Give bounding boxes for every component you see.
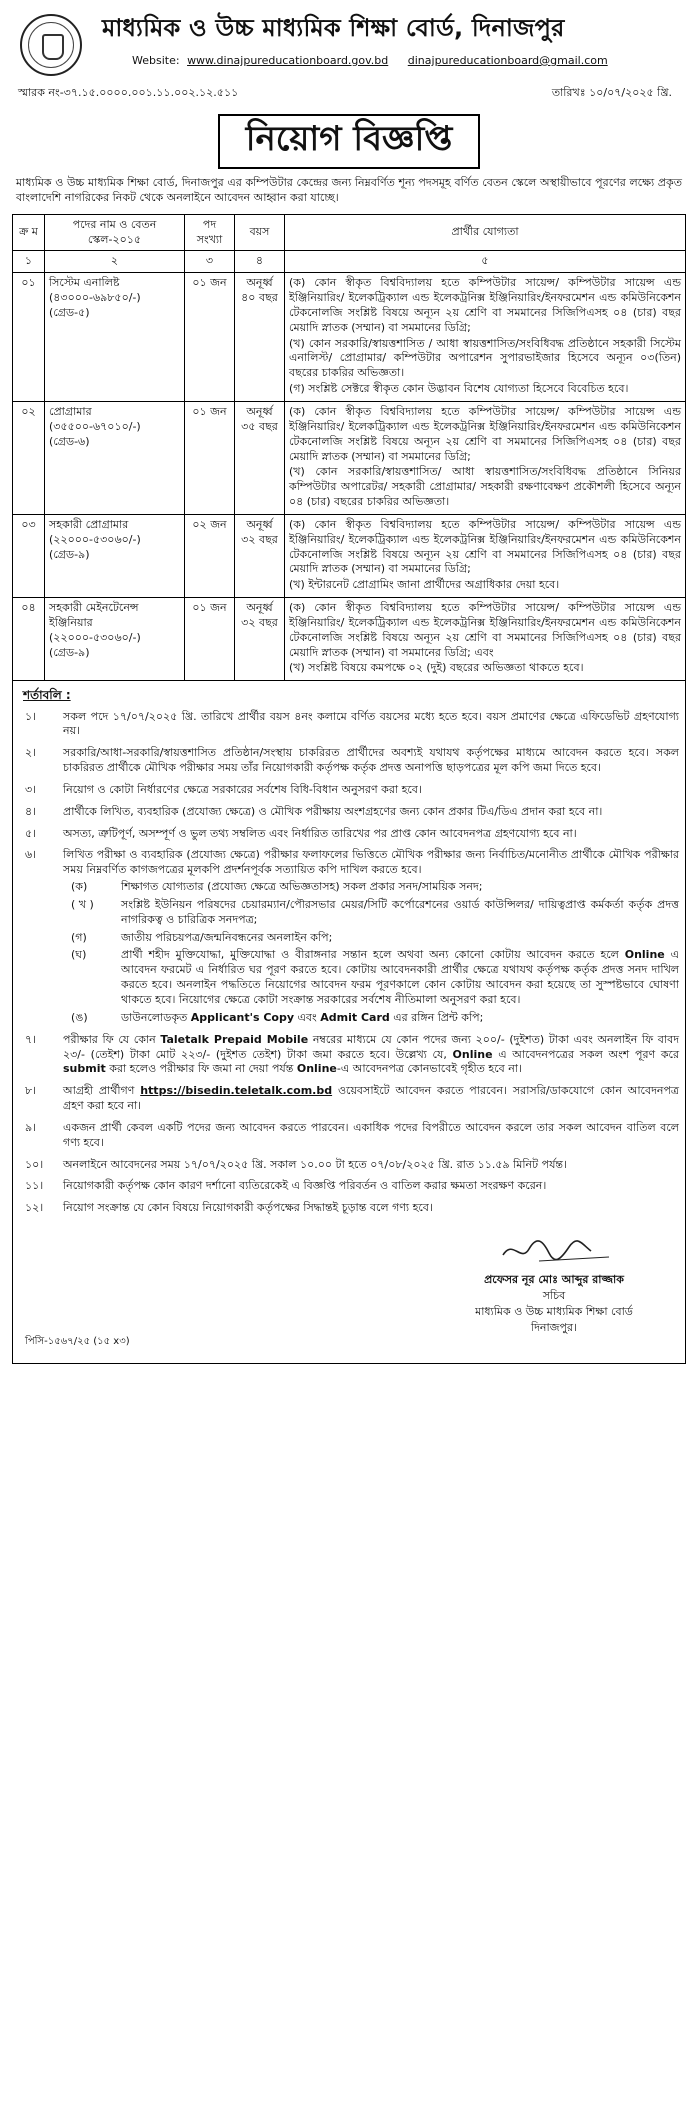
condition-number: ৩। [25,782,37,796]
pay-grade: (গ্রেড-৯) [49,645,90,659]
condition-text: নিয়োগ সংক্রান্ত যে কোন বিষয়ে নিয়োগকারী কর্তৃপক্ষের সিদ্ধান্তই চূড়ান্ত বলে গণ্য হবে। [63,1201,433,1215]
condition-text: অনলাইনে আবেদনের সময় ১৭/০৭/২০২৫ খ্রি. সকাল ১০.০০ টা হতে ০৭/০৮/২০২৫ খ্রি. রাত ১১.৫৯ মিনিট পর্যন্ত। [63,1157,567,1171]
post-count: ০১ জন [185,401,235,514]
condition-number: ৯। [25,1120,37,1134]
sub-item-text: শিক্ষাগত যোগ্যতার (প্রযোজ্য ক্ষেত্রে অভিজ্ঞতাসহ) সকল প্রকার সনদ/সাময়িক সনদ; [121,880,483,894]
table-header-row [13,214,686,251]
letterhead [12,10,686,84]
qualification-item: (ক) কোন স্বীকৃত বিশ্ববিদ্যালয় হতে কম্পিউটার সায়েন্স/ কম্পিউটার সায়েন্স এন্ড ইঞ্জিনিয়ারিং/ ইলেকট্রিক্যাল এন্ড ইলেকট্রনিক্স ইঞ্জিনিয়ারিং/ইনফরমেশন এন্ড কমিউনিকেশন টেকনোলজি সংশ্লিষ্ট বিষয়ে অন্যূন ২য় শ্রেণি বা সমমানের সিজিপিএসহ ০৪ (চার) বছর মেয়াদি স্নাতক (সম্মান) বা সমমানের ডিগ্রি; [289,276,681,334]
post-name: সহকারী প্রোগ্রামার [49,517,129,531]
online-keyword: Online [296,1062,337,1076]
condition-item [19,1179,679,1194]
condition-text: ওয়েবসাইটে আবেদন করতে পারবেন। সরাসরি/ডাকযোগে কোন আবেদনপত্র গ্রহণ করা হবে না। [63,1084,679,1113]
pay-grade: (গ্রেড-৫) [49,305,90,319]
sub-item-text: এবং [297,1010,317,1024]
condition-text: সকল পদে ১৭/০৭/২০২৫ খ্রি. তারিখে প্রার্থীর বয়স ৪নং কলামে বর্ণিত বয়সের মধ্যে হতে হবে। বয়স প্রমাণের ক্ষেত্রে এফিডেভিট গ্রহণযোগ্য নয়। [63,709,679,738]
notice-heading-wrap [12,114,686,172]
issue-date: তারিখঃ ১০/০৭/২০২৫ খ্রি. [551,86,672,99]
condition-item [19,1201,679,1216]
pay-grade: (গ্রেড-৬) [49,434,90,448]
pay-scale: (৩৫৫০০-৬৭০১০/-) [49,419,141,433]
application-website-link[interactable]: https://bisedin.teletalk.com.bd [140,1084,333,1098]
condition-number: ১১। [25,1179,44,1193]
condition-number: ৬। [25,848,37,862]
condition-text: লিখিত পরীক্ষা ও ব্যবহারিক (প্রযোজ্য ক্ষেত্রে) পরীক্ষার ফলাফলের ভিত্তিতে মৌখিক পরীক্ষার জন্য নির্বাচিত/মনোনীত প্রার্থীকে মৌখিক পরীক্ষার সময় নিম্নবর্ণিত কাগজপত্রের মূলকপি প্রদর্শনপূর্বক সত্যায়িত কপি দাখিল করতে হবে। [63,848,679,877]
column-number: ৩ [185,251,235,273]
post-count: ০১ জন [185,273,235,402]
condition-item [19,1084,679,1114]
condition-text: একজন প্রার্থী কেবল একটি পদের জন্য আবেদন করতে পারবেন। একাধিক পদের বিপরীতে আবেদন করলে তার সকল আবেদন বাতিল বলে গণ্য হবে। [63,1120,679,1149]
age-limit: অনূর্ধ্ব ৩২ বছর [235,514,285,597]
condition-text: অসত্য, ত্রুটিপূর্ণ, অসম্পূর্ণ ও ভুল তথ্য সম্বলিত এবং নির্ধারিত তারিখের পর প্রাপ্ত কোন আবেদনপত্র গ্রহণযোগ্য হবে না। [63,826,577,840]
qualification-cell [285,401,686,514]
document-sub-item [63,1011,679,1026]
condition-number: ১০। [25,1157,44,1171]
conditions-section [12,681,686,1364]
condition-text: আগ্রহী প্রার্থীগণ [63,1084,135,1098]
website-link[interactable]: www.dinajpureducationboard.gov.bd [187,54,389,67]
condition-item [19,1121,679,1151]
pay-scale: (৪৩০০০-৬৯৮৫০/-) [49,291,141,305]
column-number: ৫ [285,251,686,273]
qualification-item: (ক) কোন স্বীকৃত বিশ্ববিদ্যালয় হতে কম্পিউটার সায়েন্স/ কম্পিউটার সায়েন্স এন্ড ইঞ্জিনিয়ারিং/ ইলেকট্রিক্যাল এন্ড ইলেকট্রনিক্স ইঞ্জিনিয়ারিং/ইনফরমেশন এন্ড কমিউনিকেশন টেকনোলজি সংশ্লিষ্ট বিষয়ে অন্যূন ২য় শ্রেণি বা সমমানের সিজিপিএসহ ০৪ (চার) বছর মেয়াদি স্নাতক (সম্মান) বা সমমানের ডিগ্রি; [289,517,681,576]
condition-item [19,848,679,1025]
signature-block [19,1223,679,1353]
board-title: মাধ্যমিক ও উচ্চ মাধ্যমিক শিক্ষা বোর্ড, দিনাজপুর [102,14,565,42]
table-row [13,514,686,597]
sub-item-label: (ঘ) [71,948,87,962]
condition-item [19,746,679,776]
condition-number: ২। [25,746,37,760]
condition-number: ১২। [25,1201,44,1215]
pay-scale: (২২০০০-৫৩০৬০/-) [49,630,141,644]
sub-item-label: ( খ ) [71,897,94,911]
post-name-cell [45,273,185,402]
sub-item-text: জাতীয় পরিচয়পত্র/জন্মনিবন্ধনের অনলাইন কপি; [121,930,333,944]
reference-line [12,84,686,106]
condition-text: -এ আবেদনপত্র কোনভাবেই গৃহীত হবে না। [336,1062,522,1076]
taletalk-keyword: Taletalk Prepaid Mobile [160,1032,309,1046]
table-row [13,598,686,681]
document-sub-item [63,898,679,928]
condition-text: করা হলেও পরীক্ষার ফি জমা না দেয়া পর্যন্ত [109,1062,294,1076]
header-post-count: পদ সংখ্যা [185,214,235,251]
post-count: ০২ জন [185,514,235,597]
condition-text: পরীক্ষার ফি যে কোন [63,1032,156,1046]
signatory-organization: মাধ্যমিক ও উচ্চ মাধ্যমিক শিক্ষা বোর্ড [475,1305,633,1319]
online-keyword: Online [452,1047,493,1061]
print-code: পিসি-১৫৬৭/২৫ (১৫ x৩) [25,1336,130,1348]
handwritten-signature [499,1233,619,1267]
condition-number: ১। [25,709,37,723]
admit-card-keyword: Admit Card [320,1010,390,1024]
column-number-row [13,251,686,273]
row-serial: ০১ [13,273,45,402]
signatory-name: প্রফেসর নূর মোঃ আব্দুর রাজ্জাক [484,1273,624,1287]
header-age: বয়স [235,214,285,251]
header-post-name: পদের নাম ও বেতন স্কেল-২০১৫ [45,214,185,251]
condition-number: ৮। [25,1084,37,1098]
condition-number: ৪। [25,804,37,818]
column-number: ১ [13,251,45,273]
document-sub-item [63,931,679,946]
qualification-cell [285,514,686,597]
age-limit: অনূর্ধ্ব ৩৫ বছর [235,401,285,514]
memo-number: স্মারক নং-৩৭.১৫.০০০০.০০১.১১.০০২.১২.৫১১ [18,86,239,99]
post-count: ০১ জন [185,598,235,681]
online-keyword: Online [624,948,665,962]
age-limit: অনূর্ধ্ব ৪০ বছর [235,273,285,402]
document-sub-item [63,880,679,895]
column-number: ২ [45,251,185,273]
condition-text: সরকারি/আধা-সরকারি/স্বায়ত্তশাসিত প্রতিষ্ঠান/সংস্থায় চাকরিরত প্রার্থীদের অবশ্যই যথাযথ কর্তৃপক্ষের মাধ্যমে আবেদন করতে হবে। সকল চাকরিরত প্রার্থীকে মৌখিক পরীক্ষার সময় তাঁর নিয়োগকারী কর্তৃপক্ষ কর্তৃক প্রদত্ত অনাপত্তি ছাড়পত্রের মূল কপি জমা দিতে হবে। [63,746,679,775]
row-serial: ০২ [13,401,45,514]
condition-number: ৫। [25,826,37,840]
post-name: সিস্টেম এনালিষ্ট [49,276,120,290]
condition-item [19,827,679,842]
sub-item-text: এর রঙ্গিন প্রিন্ট কপি; [393,1010,484,1024]
pay-grade: (গ্রেড-৯) [49,547,90,561]
sub-item-text: এ আবেদন ফরমেট এ নির্ধারিত ঘর পূরণ করতে হবে। কোটায় আবেদনকারী প্রার্থীর ক্ষেত্রে যথাযথ কর্তৃপক্ষ কর্তৃক প্রদত্ত সনদ দাখিল করতে হবে। অনলাইন পদ্ধতিতে নিয়োগের আবেদন ফরম পূরণকালে কোন কোটায় আবেদন করা হয়েছে তা সুস্পষ্টভাবে ঘোষণা থাকতে হবে। নিয়োগের ক্ষেত্রে কোটা সংক্রান্ত সরকারের সর্বশেষ নীতিমালা অনুসরণ করা হবে। [121,948,679,1006]
qualification-item: (ক) কোন স্বীকৃত বিশ্ববিদ্যালয় হতে কম্পিউটার সায়েন্স/ কম্পিউটার সায়েন্স এন্ড ইঞ্জিনিয়ারিং/ ইলেকট্রিক্যাল এন্ড ইলেকট্রনিক্স ইঞ্জিনিয়ারিং/ইনফরমেশন এন্ড কমিউনিকেশন টেকনোলজি সংশ্লিষ্ট বিষয়ে অন্যূন ২য় শ্রেণি বা সমমানের সিজিপিএসহ ০৪ (চার) বছর মেয়াদি স্নাতক (সম্মান) বা সমমানের ডিগ্রি; [289,404,681,463]
qualification-item: (গ) সংশ্লিষ্ট সেক্টরে স্বীকৃত কোন উদ্ভাবন বিশেষ যোগ্যতা হিসেবে বিবেচিত হবে। [289,382,629,396]
sub-item-text: সংশ্লিষ্ট ইউনিয়ন পরিষদের চেয়ারম্যান/পৌরসভার মেয়র/সিটি কর্পোরেশনের ওয়ার্ড কাউন্সিলর/ দায়িত্বপ্রাপ্ত কর্মকর্তা কর্তৃক প্রদত্ত নাগরিকত্ব ও চারিত্রিক সনদপত্র; [121,897,679,926]
condition-text: নম্বরের মাধ্যমে যে কোন পদের জন্য ২০০/- (দুইশত) টাকা এবং অনলাইন ফি বাবদ ২৩/- (তেইশ) টাকা মোট ২২৩/- (দুইশত তেইশ) টাকা জমা করতে হবে। উল্লেখ্য যে, [63,1032,679,1061]
notice-title: নিয়োগ বিজ্ঞপ্তি [218,114,481,169]
qualification-item: (খ) ইন্টারনেট প্রোগ্রামিং জানা প্রার্থীদের অগ্রাধিকার দেয়া হবে। [289,578,560,592]
condition-item [19,1158,679,1173]
applicant-copy-keyword: Applicant's Copy [190,1010,295,1024]
intro-paragraph: মাধ্যমিক ও উচ্চ মাধ্যমিক শিক্ষা বোর্ড, দিনাজপুর এর কম্পিউটার কেন্দ্রের জন্য নিম্নবর্ণিত শূন্য পদসমূহ বর্ণিত বেতন স্কেলে অস্থায়ীভাবে পূরণের লক্ষ্যে প্রকৃত বাংলাদেশি নাগরিকের নিকট থেকে অনলাইনে আবেদন আহ্বান করা যাচ্ছে। [16,176,682,204]
header-serial: ক্র ম [13,214,45,251]
condition-item [19,710,679,740]
posts-table [12,214,686,682]
sub-item-label: (গ) [71,930,87,944]
post-name: প্রোগ্রামার [49,404,92,418]
conditions-title: শর্তাবলি : [23,688,71,703]
submit-keyword: submit [63,1062,106,1076]
document-sub-item [63,948,679,1007]
sub-item-label: (ক) [71,880,88,894]
condition-number: ৭। [25,1032,37,1046]
qualification-item: (খ) কোন সরকারি/স্বায়ত্তশাসিত / আধা স্বায়ত্তশাসিত/সংবিধিবদ্ধ প্রতিষ্ঠানে সহকারী সিস্টেম এনালিস্ট/ প্রোগ্রামার/ কম্পিউটার অপারেশন সুপারভাইজার হিসেবে অন্যূন ০৩(তিন) বছরের চাকরির অভিজ্ঞতা। [289,336,681,380]
table-row [13,401,686,514]
condition-item [19,783,679,798]
signatory-role: সচিব [542,1289,566,1303]
table-row [13,273,686,402]
sub-item-text: প্রার্থী শহীদ মুক্তিযোদ্ধা, মুক্তিযোদ্ধা ও বীরাঙ্গনার সন্তান হলে অথবা অন্য কোনো কোটায় আবেদন করতে হলে [121,948,619,962]
condition-text: এ আবেদনপত্রের সকল অংশ পূরণ করে [498,1047,680,1061]
board-seal-icon [20,14,82,76]
post-name: সহকারী মেইনটেনেন্স ইঞ্জিনিয়ার [49,601,139,629]
qualification-item: (খ) কোন সরকারি/স্বায়ত্তশাসিত/ আধা স্বায়ত্তশাসিত/সংবিধিবদ্ধ প্রতিষ্ঠানে সিনিয়র কম্পিউটার অপারেটর/ সহকারী প্রোগ্রামার/ সহকারী রক্ষণাবেক্ষণ প্রকৌশলী হিসেবে অন্যূন ০৪ (চার) বছরের চাকরির অভিজ্ঞতা। [289,465,681,509]
website-label: Website: [132,54,180,67]
qualification-cell [285,273,686,402]
sub-item-text: ডাউনলোডকৃত [121,1010,188,1024]
signatory-location: দিনাজপুর। [531,1321,577,1335]
pay-scale: (২২০০০-৫৩০৬০/-) [49,532,141,546]
header-qualification: প্রার্থীর যোগ্যতা [285,214,686,251]
contact-line [132,54,620,69]
email-link[interactable]: dinajpureducationboard@gmail.com [407,54,608,67]
qualification-item: (ক) কোন স্বীকৃত বিশ্ববিদ্যালয় হতে কম্পিউটার সায়েন্স/ কম্পিউটার সায়েন্স এন্ড ইঞ্জিনিয়ারিং/ ইলেকট্রিক্যাল এন্ড ইলেকট্রনিক্স ইঞ্জিনিয়ারিং/ইনফরমেশন এন্ড কমিউনিকেশন টেকনোলজি সংশ্লিষ্ট বিষয়ে অন্যূন ২য় শ্রেণি বা সমমানের সিজিপিএসহ ০৪ (চার) বছর মেয়াদি স্নাতক (সম্মান) বা সমমানের ডিগ্রি; এবং [289,601,681,659]
qualification-cell [285,598,686,681]
qualification-item: (খ) সংশ্লিষ্ট বিষয়ে কমপক্ষে ০২ (দুই) বছরের অভিজ্ঞতা থাকতে হবে। [289,661,584,675]
row-serial: ০৩ [13,514,45,597]
condition-item [19,1033,679,1078]
column-number: ৪ [235,251,285,273]
post-name-cell [45,401,185,514]
sub-item-label: (ঙ) [71,1010,88,1024]
post-name-cell [45,598,185,681]
post-name-cell [45,514,185,597]
row-serial: ০৪ [13,598,45,681]
condition-text: নিয়োগকারী কর্তৃপক্ষ কোন কারণ দর্শানো ব্যতিরেকেই এ বিজ্ঞপ্তি পরিবর্তন ও বাতিল করার ক্ষমতা সংরক্ষণ করেন। [63,1179,547,1193]
condition-text: নিয়োগ ও কোটা নির্ধারণের ক্ষেত্রে সরকারের সর্বশেষ বিধি-বিধান অনুসরণ করা হবে। [63,782,422,796]
condition-text: প্রার্থীকে লিখিত, ব্যবহারিক (প্রযোজ্য ক্ষেত্রে) ও মৌখিক পরীক্ষায় অংশগ্রহণের জন্য কোন প্রকার টিএ/ডিএ প্রদান করা হবে না। [63,804,603,818]
condition-item [19,805,679,820]
age-limit: অনূর্ধ্ব ৩২ বছর [235,598,285,681]
